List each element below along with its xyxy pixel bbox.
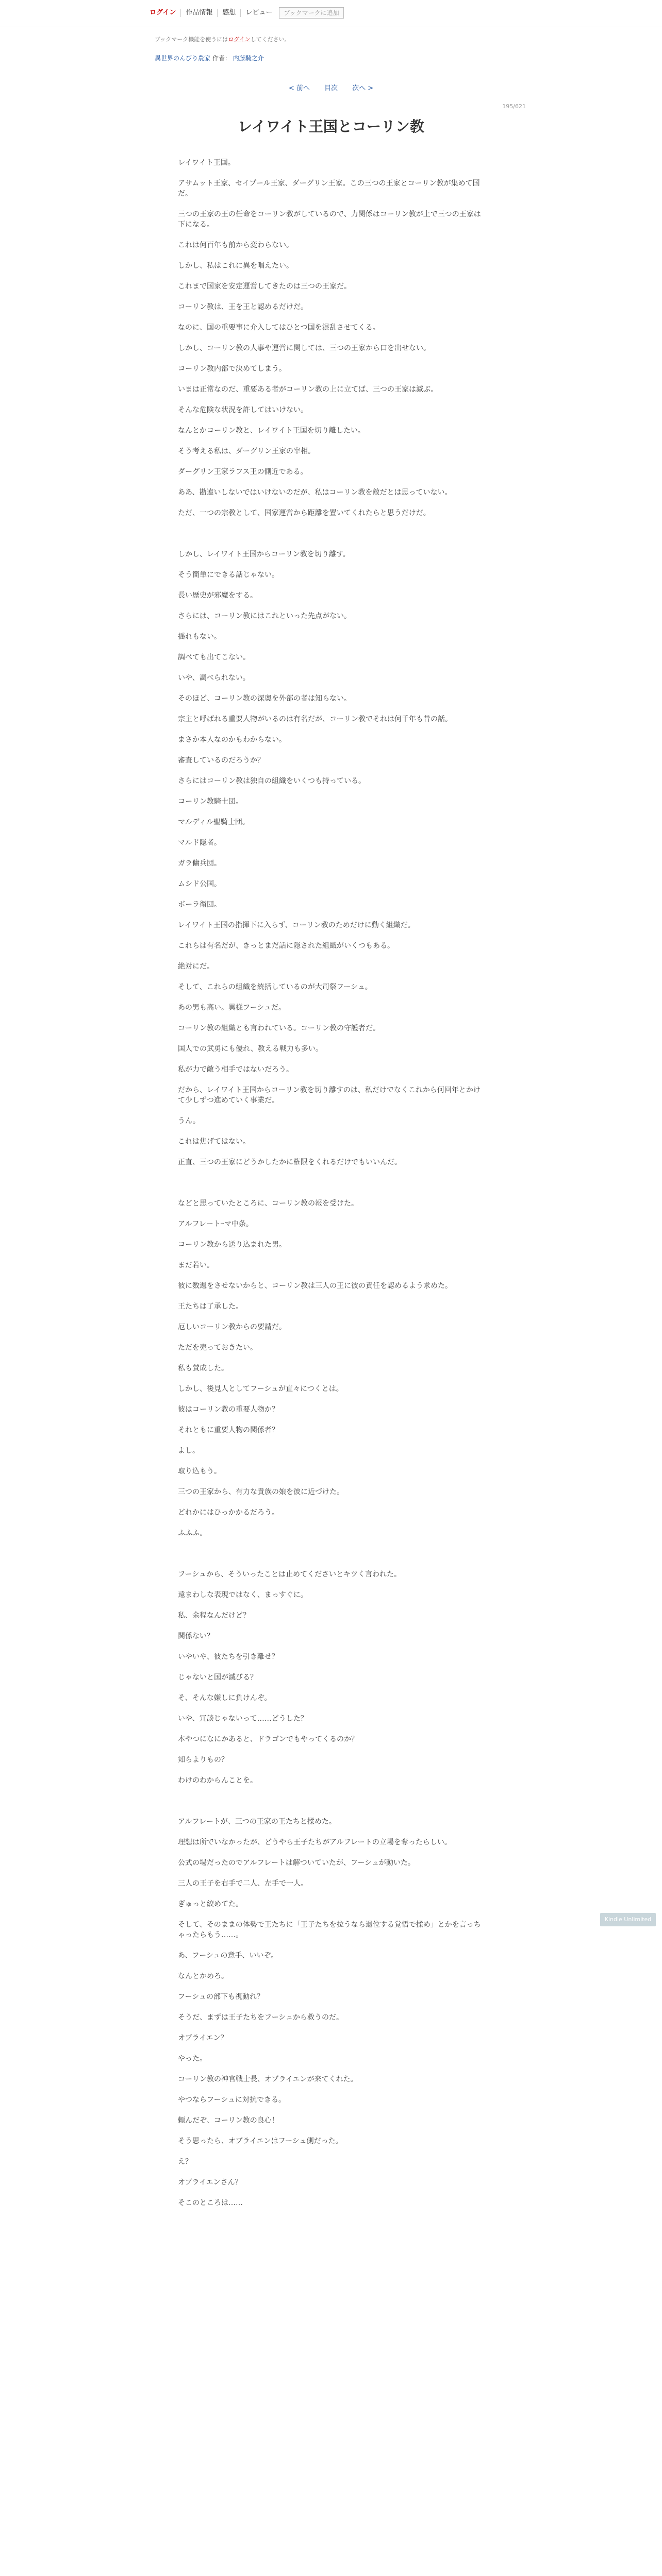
paragraph: [178, 1229, 487, 1240]
paragraph: ただ、一つの宗教として、国家運営から距離を置いてくれたらと思うだけだ。: [178, 509, 431, 517]
paragraph: [178, 1580, 487, 1590]
impressions-link[interactable]: 感想: [218, 9, 241, 17]
paragraph: うん。: [178, 1117, 200, 1125]
paragraph: [178, 230, 487, 240]
paragraph: [178, 1981, 487, 1992]
paragraph: 三つの王家から、有力な貴族の娘を彼に近づけた。: [178, 1488, 344, 1496]
paragraph: ふふふ。: [178, 1529, 207, 1537]
paragraph: ダーグリン王家ラフス王の側近である。: [178, 468, 308, 476]
paragraph: ただを売っておきたい。: [178, 1344, 257, 1352]
paragraph: [178, 2043, 487, 2054]
paragraph: [178, 1415, 487, 1425]
paragraph: さらにはコーリン教は独自の組織をいくつも持っている。: [178, 777, 366, 785]
paragraph: 理想は所でいなかったが、どうやら王子たちがアルフレートの立場を奪ったらしい。: [178, 1838, 452, 1846]
paragraph: [178, 1827, 487, 1837]
paragraph: [178, 930, 487, 941]
paragraph: [178, 1940, 487, 1951]
paragraph: あ、フーシュの意手、いいぞ。: [178, 1952, 278, 1960]
paragraph: [178, 529, 487, 539]
paragraph: [178, 436, 487, 446]
paragraph: [178, 704, 487, 714]
paragraph: [178, 1178, 487, 1188]
paragraph: [178, 1683, 487, 1693]
paragraph: [178, 1909, 487, 1920]
paragraph: [178, 766, 487, 776]
paragraph: これらは有名だが、きっとまだ話に隠された組織がいくつもある。: [178, 942, 394, 950]
paragraph: いやいや、彼たちを引き離せ？: [178, 1653, 279, 1661]
paragraph: いまは正常なのだ、重要ある者がコーリン教の上に立てば、三つの王家は滅ぶ。: [178, 385, 438, 394]
header-bar: [0, 0, 662, 26]
paragraph: [178, 1796, 487, 1806]
paragraph: 長い歴史が邪魔をする。: [178, 591, 257, 600]
paragraph: [178, 889, 487, 900]
paragraph: [178, 1559, 487, 1569]
paragraph: いや、調べられない。: [178, 674, 250, 682]
paragraph: ガラ傭兵団。: [178, 859, 221, 868]
paragraph: 知らよりもの？: [178, 1756, 228, 1764]
paragraph: マルディル聖騎士団。: [178, 818, 250, 826]
paragraph: [178, 1013, 487, 1023]
paragraph: [178, 2064, 487, 2074]
paragraph: [178, 1621, 487, 1631]
paragraph: コーリン教騎士団。: [178, 798, 243, 806]
paragraph: [178, 168, 487, 178]
paragraph: そう簡単にできる話じゃない。: [178, 571, 279, 579]
paragraph: まさか本人なのかもわからない。: [178, 736, 286, 744]
paragraph: ムシド公国。: [178, 880, 221, 888]
paragraph: [178, 1477, 487, 1487]
paragraph: あの男も高い。異様フーシュだ。: [178, 1004, 286, 1012]
paragraph: そうだ、まずは王子たちをフーシュから救うのだ。: [178, 2013, 344, 2022]
paragraph: なのに、国の重要事に介入してはひとつ国を混乱させてくる。: [178, 324, 380, 332]
paragraph: [178, 1033, 487, 1044]
paragraph: [178, 724, 487, 735]
paragraph: ぎゅっと絞めてた。: [178, 1900, 243, 1908]
paragraph: などと思っていたところに、コーリン教の報を受けた。: [178, 1199, 358, 1208]
author-link[interactable]: 内藤騎之介: [233, 55, 264, 62]
paragraph: しかし、後見人としてフーシュが直々につくとは。: [178, 1385, 343, 1393]
paragraph: [178, 1848, 487, 1858]
paragraph: [178, 1868, 487, 1878]
paragraph: [178, 374, 487, 384]
paragraph: 王たちは了承した。: [178, 1302, 243, 1311]
paragraph: [178, 1332, 487, 1343]
paragraph: [178, 1270, 487, 1281]
paragraph: 正直、三つの王家にどうかしたかに権限をくれるだけでもいいんだ。: [178, 1158, 402, 1166]
paragraph: コーリン教の神官戦士長、オブライエンが来てくれた。: [178, 2075, 358, 2083]
toc-link[interactable]: 目次: [324, 84, 338, 92]
paragraph: これは焦げてはない。: [178, 1138, 250, 1146]
paragraph: [178, 2146, 487, 2157]
episode-pager: [0, 82, 662, 92]
paragraph: [178, 415, 487, 426]
paragraph: [178, 621, 487, 632]
prev-link[interactable]: < 前へ: [288, 84, 310, 92]
paragraph: [178, 1724, 487, 1734]
author-label: 作者：: [212, 55, 231, 62]
paragraph: フーシュの部下も視動れ？: [178, 1993, 264, 2001]
paragraph: ボーラ衛団。: [178, 901, 221, 909]
paragraph: [178, 2084, 487, 2095]
paragraph: やった。: [178, 2055, 207, 2063]
paragraph: 頼んだぞ、コーリン教の良心！: [178, 2116, 279, 2125]
paragraph: 私が力で敵う相手ではないだろう。: [178, 1065, 293, 1074]
paragraph: [178, 2105, 487, 2115]
paragraph: 調べても出てこない。: [178, 653, 250, 662]
paragraph: オブライエンさん？: [178, 2178, 242, 2187]
paragraph: 私、余程なんだけど？: [178, 1612, 250, 1620]
notice-prefix: ブックマーク機能を使うには: [155, 36, 228, 43]
paragraph: いや、冗談じゃないって……どうした？: [178, 1715, 308, 1723]
paragraph: そこのところは……: [178, 2199, 243, 2207]
paragraph: アルフレートが、三つの王家の王たちと揉めた。: [178, 1818, 336, 1826]
paragraph: [178, 1126, 487, 1137]
paragraph: なんとかめろ。: [178, 1972, 228, 1980]
review-link[interactable]: レビュー: [245, 9, 273, 16]
paragraph: [178, 910, 487, 920]
paragraph: [178, 333, 487, 343]
paragraph: そして、これらの組織を統括しているのが大司祭フーシュ。: [178, 983, 372, 991]
paragraph: [178, 2126, 487, 2136]
paragraph: [178, 1806, 487, 1817]
paragraph: [178, 1312, 487, 1322]
paragraph: [178, 745, 487, 755]
paragraph: [178, 827, 487, 838]
paragraph: しかし、レイワイト王国からコーリン教を切り離す。: [178, 550, 350, 558]
paragraph: なんとかコーリン教と、レイワイト王国を切り離したい。: [178, 427, 365, 435]
paragraph: [178, 1786, 487, 1796]
paragraph: [178, 1538, 487, 1549]
paragraph: [178, 1456, 487, 1466]
paragraph: [178, 1250, 487, 1260]
paragraph: そんな危険な状況を許してはいけない。: [178, 406, 308, 414]
paragraph: マルド隠者。: [178, 839, 221, 847]
paragraph: [178, 1075, 487, 1085]
paragraph: レイワイト王国の指揮下に入らず、コーリン教のためだけに動く組織だ。: [178, 921, 415, 929]
paragraph: [178, 869, 487, 879]
paragraph: [178, 1641, 487, 1652]
paragraph: 本やつになにかあると、ドラゴンでもやってくるのか？: [178, 1735, 358, 1743]
works-info-link[interactable]: 作品情報: [181, 9, 218, 17]
paragraph: [178, 456, 487, 467]
paragraph: そして、そのままの体勢で王たちに「王子たちを拉うなら退位する覚悟で揉め」とかを言っちゃったらもう……。: [178, 1921, 481, 1939]
paragraph: [178, 663, 487, 673]
paragraph: コーリン教の組織とも言われている。コーリン教の守護者だ。: [178, 1024, 380, 1032]
paragraph: 揺れもない。: [178, 633, 221, 641]
paragraph: [178, 250, 487, 261]
paragraph: [178, 199, 487, 209]
paragraph: [178, 2002, 487, 2012]
paragraph: だから、レイワイト王国からコーリン教を切り離すのは、私だけでなくこれから何回年とかけて少しずつ進めていく事業だ。: [178, 1086, 481, 1105]
paragraph: それともに重要人物の関係者？: [178, 1426, 279, 1434]
paragraph: [178, 353, 487, 364]
login-link[interactable]: ログイン: [150, 9, 181, 17]
paragraph: [178, 807, 487, 817]
paragraph: [178, 1209, 487, 1219]
paragraph: [178, 312, 487, 323]
paragraph: [178, 580, 487, 590]
paragraph: [178, 292, 487, 302]
paragraph: [178, 1167, 487, 1178]
paragraph: [178, 1703, 487, 1714]
paragraph: [178, 972, 487, 982]
paragraph: オブライエン？: [178, 2034, 228, 2042]
paragraph: [178, 395, 487, 405]
paragraph: [178, 2023, 487, 2033]
paragraph: これまで国家を安定運営してきたのは三つの王家だ。: [178, 282, 351, 291]
paragraph: そ、そんな嫌しに負けんぞ。: [178, 1694, 272, 1702]
paragraph: [178, 1744, 487, 1755]
paragraph: 三人の王子を右手で二人、左手で一人。: [178, 1879, 308, 1888]
breadcrumb: [155, 54, 264, 62]
paragraph: やつならフーシュに対抗できる。: [178, 2096, 286, 2104]
episode-number: 195/621: [502, 103, 526, 110]
paragraph: [178, 1188, 487, 1198]
paragraph: 彼に数週をさせないからと、コーリン教は三人の王に彼の責任を認めるよう求めた。: [178, 1282, 452, 1290]
paragraph: [178, 1291, 487, 1301]
paragraph: [178, 1961, 487, 1971]
paragraph: フーシュから、そういったことは止めてくださいとキツく言われた。: [178, 1570, 402, 1579]
paragraph: [178, 1889, 487, 1899]
top-nav: [150, 7, 344, 19]
paragraph: [178, 1549, 487, 1559]
paragraph: レイワイト王国。: [178, 159, 235, 167]
paragraph: よし。: [178, 1447, 200, 1455]
paragraph: 彼はコーリン教の重要人物か？: [178, 1405, 279, 1414]
paragraph: [178, 601, 487, 611]
notice-suffix: してください。: [250, 36, 290, 43]
paragraph: [178, 1600, 487, 1611]
paragraph: わけのわからんことを。: [178, 1776, 257, 1785]
paragraph: しかし、私はこれに異を唱えたい。: [178, 262, 293, 270]
paragraph: [178, 271, 487, 281]
paragraph: [178, 1518, 487, 1528]
paragraph: 絶対にだ。: [178, 962, 214, 971]
paragraph: 公式の場だったのでアルフレートは解ついていたが、フーシュが動いた。: [178, 1859, 415, 1867]
paragraph: コーリン教内部で決めてしまう。: [178, 365, 286, 373]
series-title-link[interactable]: 異世界のんびり農家: [155, 55, 211, 62]
paragraph: [178, 683, 487, 693]
paragraph: [178, 477, 487, 487]
add-bookmark-button[interactable]: ブックマークに追加: [279, 7, 343, 19]
paragraph: そう思ったら、オブライエンはフーシュ側だった。: [178, 2137, 343, 2145]
paragraph: ああ、勘違いしないではいけないのだが、私はコーリン教を敵だとは思っていない。: [178, 488, 452, 497]
paragraph: さらには、コーリン教にはこれといった先点がない。: [178, 612, 351, 620]
side-floating-button[interactable]: Kindle Unlimited: [600, 1913, 656, 1926]
paragraph: まだ若い。: [178, 1261, 214, 1269]
paragraph: コーリン教は、王を王と認めるだけだ。: [178, 303, 308, 311]
paragraph: じゃないと国が滅びる？: [178, 1673, 257, 1682]
paragraph: [178, 848, 487, 858]
paragraph: [178, 786, 487, 796]
paragraph: [178, 2188, 487, 2198]
paragraph: [178, 1394, 487, 1404]
paragraph: [178, 518, 487, 529]
paragraph: 取り込もう。: [178, 1467, 221, 1476]
paragraph: どれかにはひっかかるだろう。: [178, 1509, 279, 1517]
paragraph: 宗主と呼ばれる重要人物がいるのは有名だが、コーリン教でそれは何千年も昔の話。: [178, 715, 452, 723]
paragraph: [178, 1765, 487, 1775]
novel-body: [178, 158, 487, 2208]
paragraph: アルフレートｰマ中条。: [178, 1220, 253, 1228]
page-title: レイワイト王国とコーリン教: [238, 118, 424, 135]
paragraph: 審査しているのだろうか？: [178, 756, 264, 765]
paragraph: コーリン教から送り込まれた男。: [178, 1241, 286, 1249]
paragraph: 三つの王家の王の任命をコーリン教がしているので、力関係はコーリン教が上で三つの王家は下になる。: [178, 210, 481, 229]
paragraph: [178, 539, 487, 549]
paragraph: 遠まわしな表現ではなく、まっすぐに。: [178, 1591, 308, 1599]
paragraph: 私も賛成した。: [178, 1364, 228, 1372]
paragraph: 国人での武勇にも優れ、教える戦力も多い。: [178, 1045, 323, 1053]
paragraph: アサムット王家、セイプール王家、ダーグリン王家。この三つの王家とコーリン教が集めて国だ。: [178, 179, 480, 198]
paragraph: [178, 992, 487, 1003]
paragraph: [178, 498, 487, 508]
paragraph: [178, 1147, 487, 1157]
paragraph: [178, 1662, 487, 1672]
paragraph: そのほど、コーリン教の深奥を外部の者は知らない。: [178, 694, 351, 703]
paragraph: そう考える私は、ダーグリン王家の宰相。: [178, 447, 315, 455]
paragraph: [178, 1497, 487, 1507]
paragraph: 厄しいコーリン教からの要請だ。: [178, 1323, 286, 1331]
paragraph: [178, 1106, 487, 1116]
paragraph: [178, 560, 487, 570]
paragraph: [178, 1374, 487, 1384]
paragraph: [178, 1054, 487, 1064]
bookmark-notice: [155, 35, 290, 43]
paragraph: え？: [178, 2158, 192, 2166]
notice-login-link[interactable]: ログイン: [228, 36, 251, 43]
paragraph: [178, 951, 487, 961]
paragraph: [178, 2167, 487, 2177]
paragraph: これは何百年も前から変わらない。: [178, 241, 293, 249]
paragraph: 関係ない？: [178, 1632, 214, 1640]
paragraph: [178, 1435, 487, 1446]
paragraph: しかし、コーリン教の人事や運営に関しては、三つの王家から口を出せない。: [178, 344, 431, 352]
paragraph: [178, 642, 487, 652]
paragraph: [178, 1353, 487, 1363]
next-link[interactable]: 次へ >: [352, 84, 374, 92]
